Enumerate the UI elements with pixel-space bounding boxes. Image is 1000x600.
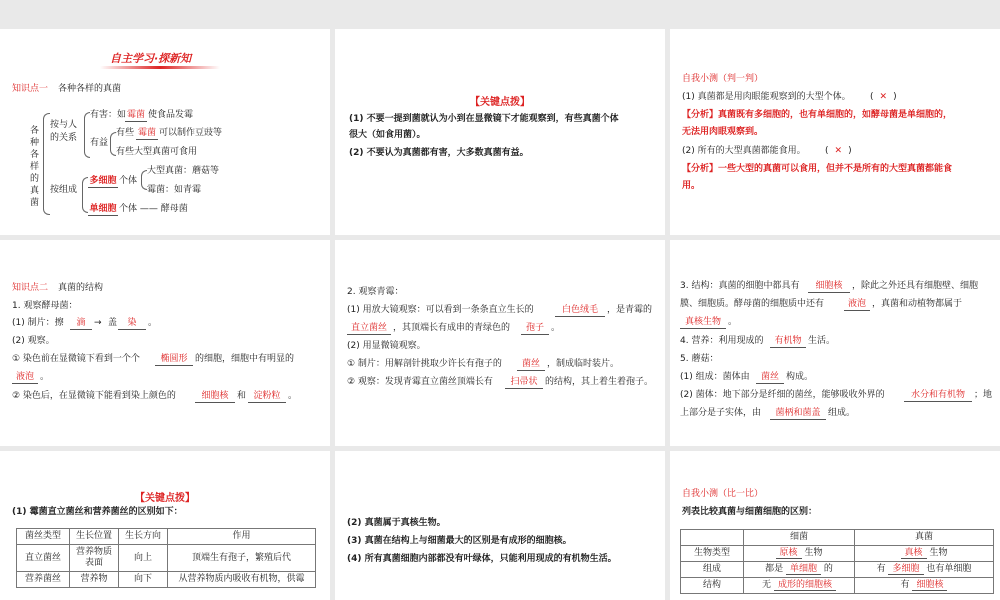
section-title-banner	[100, 51, 220, 71]
use1-answer: 霉菌	[137, 128, 156, 138]
nutrition-rest: 生活。	[808, 336, 836, 346]
main-bracket	[43, 113, 50, 215]
prep-answer-1: 滴	[70, 317, 92, 330]
table-row	[681, 562, 994, 578]
self-test-title: 自我小测（判一判）	[682, 74, 764, 84]
analysis-2-cont: 用。	[682, 181, 701, 191]
table-header-row	[17, 529, 316, 545]
single-answer: 单细胞	[89, 204, 117, 214]
cell-text: 无	[762, 580, 772, 590]
analysis-1-label: 【分析】	[682, 110, 719, 120]
table-cell	[744, 578, 855, 594]
answer: 多细胞	[888, 564, 923, 575]
slide-6-structure-nutrition	[670, 240, 1000, 446]
stalk-cap-answer: 菌柄和菌盖	[770, 407, 826, 420]
single-rest: 个体 —— 酵母菌	[119, 204, 188, 214]
membrane-pre: 膜、细胞质。酵母菌的细胞质中还有	[680, 299, 825, 309]
multi-rest: 个体	[119, 176, 138, 186]
upright-hyphae-answer: 直立菌丝	[347, 322, 391, 335]
composition-rest: 构成。	[786, 372, 814, 382]
knowledge-point-label: 知识点二	[12, 283, 49, 293]
slide-3-self-test	[670, 29, 1000, 235]
multi-item-2: 霉菌：如青霉	[147, 185, 202, 195]
point-2: (2) 不要认为真菌都有害，大多数真菌有益。	[349, 148, 529, 158]
q1-mark: ✕	[879, 92, 888, 102]
cell-text: 的	[823, 564, 833, 574]
body-pre: (2) 菌体：地下部分是纤细的菌丝，能够吸收外界的	[680, 390, 885, 400]
harm-text: 有害：如	[90, 110, 127, 120]
vacuole-answer: 液泡	[12, 371, 38, 384]
key-points-heading: 【关键点拨】	[135, 493, 195, 504]
before-stain-rest: 的细胞，细胞中有明显的	[195, 354, 295, 364]
table-cell	[744, 546, 855, 562]
water-organic-answer: 水分和有机物	[904, 389, 972, 402]
fungi-bacteria-table	[680, 529, 994, 594]
before-stain-pre: ① 染色前在显微镜下看到一个个	[12, 354, 140, 364]
cell-text: 也有单细胞	[926, 564, 972, 574]
table-cell: 营养物	[70, 572, 119, 588]
table-cell: 顶端生有孢子，繁殖后代	[168, 545, 316, 572]
table-header: 生长方向	[119, 529, 168, 545]
observation-rest: 的结构，其上着生着孢子。	[545, 377, 654, 387]
answer: 单细胞	[786, 564, 821, 575]
vacuole-end: 。	[40, 372, 50, 382]
analysis-1	[682, 109, 952, 122]
table-row	[681, 578, 994, 594]
analysis-1-text: 真菌既有多细胞的，也有单细胞的，如酵母菌是单细胞的，	[718, 110, 953, 120]
broom-answer: 扫帚状	[505, 376, 543, 389]
table-header-row	[681, 530, 994, 546]
answer: 细胞核	[912, 580, 947, 591]
prep-mid: 盖	[108, 318, 118, 328]
useful-label: 有益	[90, 138, 109, 148]
q2-bracket: ( ✕ )	[825, 146, 852, 156]
spore-answer: 孢子	[521, 322, 549, 335]
arrow: →	[94, 318, 102, 328]
table-row	[17, 545, 316, 572]
branch-relation-label: 按与人的关系	[50, 120, 78, 143]
point-1: (1) 不要一提到菌就认为小到在显微镜下才能观察到，有些真菌个体	[349, 114, 619, 124]
point-2: (2) 真菌属于真核生物。	[347, 518, 446, 528]
cell-text: 都是	[765, 564, 784, 574]
point-4: (4) 所有真菌细胞内部都没有叶绿体，只能利用现成的有机物生活。	[347, 554, 617, 564]
use2-text: 有些大型真菌可食用	[116, 147, 198, 157]
analysis-2-text: 一些大型的真菌可以食用，但并不是所有的大型真菌都能食	[718, 164, 953, 174]
table-cell	[744, 562, 855, 578]
analysis-2-label: 【分析】	[682, 164, 719, 174]
fruiting-rest: 组成。	[828, 408, 856, 418]
observation-pre: ② 观察：发现青霉直立菌丝顶端长有	[347, 377, 493, 387]
title-underline	[100, 66, 220, 69]
eukaryote-answer: 真核生物	[680, 316, 726, 329]
answer: 原核	[776, 548, 802, 559]
after-stain-mid: 和	[237, 391, 247, 401]
mushroom-heading: 5. 蘑菇：	[680, 354, 719, 364]
row-label: 生物类型	[681, 546, 744, 562]
branch-composition-label: 按组成	[50, 185, 78, 195]
fruiting-pre: 上部分是子实体，由	[680, 408, 762, 418]
table-cell: 营养菌丝	[17, 572, 70, 588]
multi-item-1: 大型真菌：蘑菇等	[147, 166, 220, 176]
prep-end: 。	[148, 318, 158, 328]
hyphae-answer: 菌丝	[756, 371, 784, 384]
table-header: 真菌	[855, 530, 994, 546]
table-row	[681, 546, 994, 562]
structure-rest: ，除此之外还具有细胞壁、细胞	[852, 281, 979, 291]
nutrition-pre: 4. 营养：利用现成的	[680, 336, 764, 346]
slide-7-hyphae-table	[0, 451, 330, 600]
magnifier-pre: (1) 用放大镜观察：可以看到一条条直立生长的	[347, 305, 534, 315]
magnifier-rest: ，是青霉的	[607, 305, 653, 315]
cell-text: 生物	[929, 548, 948, 558]
slide-prep-pre: ① 制片：用解剖针挑取少许长有孢子的	[347, 359, 502, 369]
row-label: 结构	[681, 578, 744, 594]
cell-text: 有	[900, 580, 910, 590]
table-cell	[855, 562, 994, 578]
question-2: (2) 所有的大型真菌都能食用。	[682, 146, 806, 156]
table-cell: 向下	[119, 572, 168, 588]
spore-end: 。	[551, 323, 561, 333]
white-hair-answer: 白色绒毛	[555, 304, 605, 317]
slide-9-compare-table	[670, 451, 1000, 600]
observe-heading: (2) 观察。	[12, 336, 55, 346]
knowledge-point-title: 各种各样的真菌	[58, 84, 122, 94]
vacuole-answer: 液泡	[844, 298, 870, 311]
prep-answer-2: 染	[118, 317, 146, 330]
prep-pre: (1) 制片：擦	[12, 318, 64, 328]
body-rest: ；地	[974, 390, 993, 400]
penicillium-heading: 2. 观察青霉：	[347, 287, 404, 297]
knowledge-point-title: 真菌的结构	[58, 283, 104, 293]
composition-pre: (1) 组成：菌体由	[680, 372, 750, 382]
knowledge-point-label: 知识点一	[12, 84, 49, 94]
membrane-rest: ，真菌和动植物都属于	[872, 299, 963, 309]
answer: 真核	[901, 548, 927, 559]
nucleus-answer: 细胞核	[195, 390, 235, 403]
table-cell	[855, 546, 994, 562]
table-header: 菌丝类型	[17, 529, 70, 545]
shape-answer: 椭圆形	[155, 353, 193, 366]
spore-line-rest: ，其顶端长有成串的青绿色的	[393, 323, 511, 333]
slide-5-penicillium	[335, 240, 665, 446]
question-1: (1) 真菌都是用肉眼能观察到的大型个体。	[682, 92, 851, 102]
compare-intro: 列表比较真菌与细菌细胞的区别：	[682, 507, 818, 517]
cell-text: 有	[876, 564, 886, 574]
slide-prep-rest: ，制成临时装片。	[547, 359, 620, 369]
microscope-heading: (2) 用显微镜观察。	[347, 341, 426, 351]
use1-rest: 可以制作豆豉等	[159, 128, 223, 138]
q1-bracket: ( ✕ )	[870, 92, 897, 102]
hyphae-comparison-table	[16, 528, 316, 588]
slide-8-key-points-cont	[335, 451, 665, 600]
table-cell: 从营养物质内吸收有机物，供霉	[168, 572, 316, 588]
table-header: 作用	[168, 529, 316, 545]
nucleus-answer: 细胞核	[808, 280, 850, 293]
point-1-cont: 很大（如食用菌）。	[349, 130, 426, 140]
analysis-2	[682, 163, 952, 176]
table-cell: 向上	[119, 545, 168, 572]
vertical-label: 各种各样的真菌	[30, 126, 40, 208]
table-cell: 营养物质表面	[70, 545, 119, 572]
eukaryote-end: 。	[728, 317, 738, 327]
harm-answer: 霉菌	[126, 110, 145, 120]
analysis-1-cont: 无法用肉眼观察到。	[682, 127, 764, 137]
organic-answer: 有机物	[770, 335, 806, 348]
use1-pre: 有些	[116, 128, 135, 138]
answer: 成形的细胞核	[774, 580, 836, 591]
table-header	[681, 530, 744, 546]
table-header: 生长位置	[70, 529, 119, 545]
yeast-heading: 1. 观察酵母菌：	[12, 301, 78, 311]
point-3: (3) 真菌在结构上与细菌最大的区别是有成形的细胞核。	[347, 536, 572, 546]
key-points-heading: 【关键点拨】	[470, 97, 530, 108]
structure-pre: 3. 结构：真菌的细胞中都具有	[680, 281, 800, 291]
starch-answer: 淀粉粒	[248, 390, 286, 403]
table-row	[17, 572, 316, 588]
slide-1-fungi-types	[0, 29, 330, 235]
table-header: 细菌	[744, 530, 855, 546]
harm-rest: 使食品发霉	[148, 110, 194, 120]
table-cell: 直立菌丝	[17, 545, 70, 572]
table-cell	[855, 578, 994, 594]
multi-answer: 多细胞	[89, 176, 117, 186]
row-label: 组成	[681, 562, 744, 578]
q2-mark: ✕	[834, 146, 843, 156]
table-intro: (1) 霉菌直立菌丝和营养菌丝的区别如下：	[12, 507, 183, 517]
self-test-title: 自我小测（比一比）	[682, 489, 764, 499]
slide-2-key-points	[335, 29, 665, 235]
section-title: 自主学习·探新知	[110, 52, 192, 65]
cell-text: 生物	[804, 548, 823, 558]
slide-4-fungi-structure	[0, 240, 330, 446]
after-stain-end: 。	[288, 391, 298, 401]
hyphae-answer: 菌丝	[517, 358, 545, 371]
after-stain-pre: ② 染色后，在显微镜下能看到染上颜色的	[12, 391, 176, 401]
